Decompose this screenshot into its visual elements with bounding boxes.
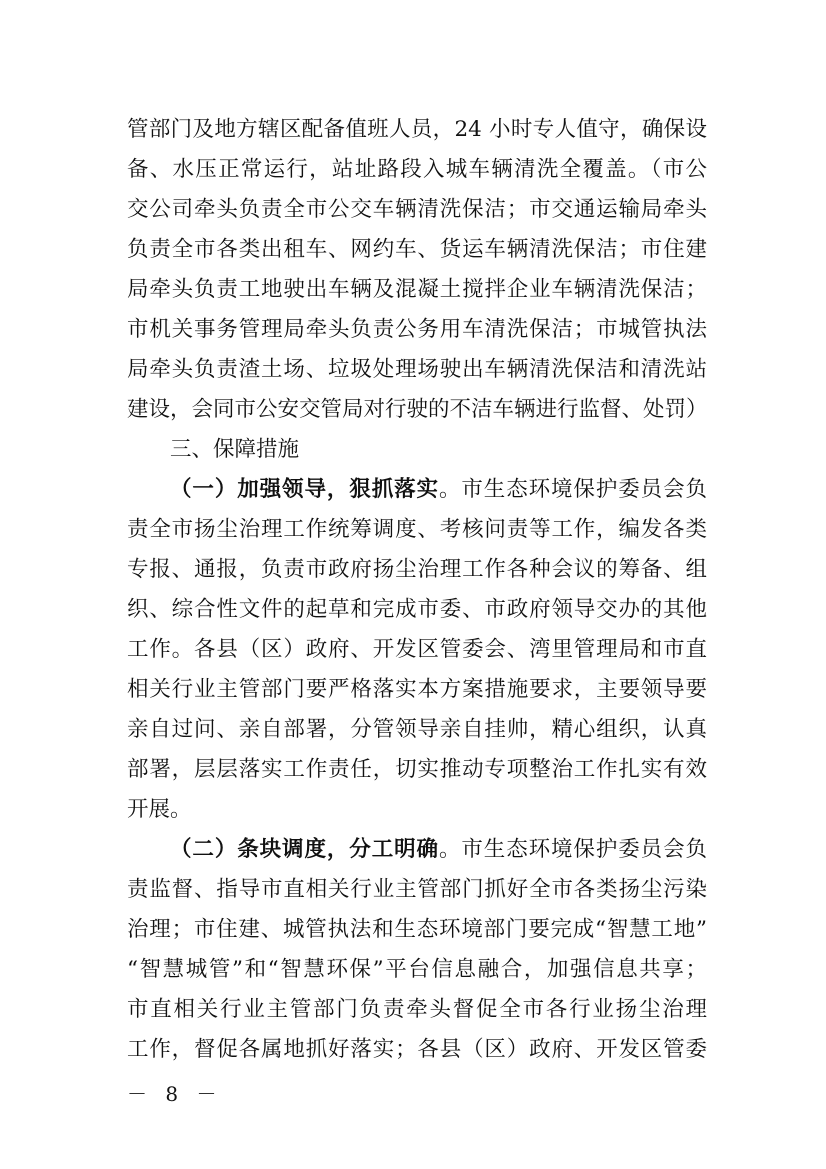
section-heading: 三、保障措施: [170, 437, 300, 462]
text-line: 工作。各县（区）政府、开发区管委会、湾里管理局和市直: [127, 637, 707, 662]
paragraph-coordination: [127, 830, 707, 1070]
text-line: 市直相关行业主管部门负责牵头督促全市各行业扬尘治理: [127, 997, 707, 1022]
text-line: 市机关事务管理局牵头负责公务用车清洗保洁；市城管执法: [127, 317, 707, 342]
text-line: 工作，督促各属地抓好落实；各县（区）政府、开发区管委: [127, 1037, 707, 1062]
paragraph-lead-heading: （二）条块调度，分工明确: [170, 837, 439, 862]
paragraph-first-line-text: 。市生态环境保护委员会负: [438, 837, 707, 862]
paragraph-vehicle-cleaning: [127, 110, 707, 430]
text-line: 局牵头负责工地驶出车辆及混凝土搅拌企业车辆清洗保洁；: [127, 277, 707, 302]
text-line: 相关行业主管部门要严格落实本方案措施要求，主要领导要: [127, 677, 707, 702]
text-line: [127, 470, 707, 510]
text-line: 开展。: [127, 797, 192, 822]
paragraph-lead-heading: （一）加强领导，狠抓落实: [170, 477, 439, 502]
text-line: [127, 830, 707, 870]
text-line: 局牵头负责渣土场、垃圾处理场驶出车辆清洗保洁和清洗站: [127, 357, 707, 382]
text-line: 责全市扬尘治理工作统筹调度、考核问责等工作，编发各类: [127, 517, 707, 542]
paragraph-leadership: [127, 470, 707, 830]
text-line: “智慧城管”和“智慧环保”平台信息融合，加强信息共享；: [127, 957, 707, 982]
text-line: 治理；市住建、城管执法和生态环境部门要完成“智慧工地”: [127, 917, 707, 942]
text-line: 管部门及地方辖区配备值班人员，24 小时专人值守，确保设: [127, 117, 707, 142]
text-line: 负责全市各类出租车、网约车、货运车辆清洗保洁；市住建: [127, 237, 707, 262]
document-body: [127, 110, 707, 1070]
text-line: 亲自过问、亲自部署，分管领导亲自挂帅，精心组织，认真: [127, 717, 707, 742]
text-line: 建设，会同市公安交管局对行驶的不洁车辆进行监督、处罚）: [127, 397, 708, 422]
text-line: 责监督、指导市直相关行业主管部门抓好全市各类扬尘污染: [127, 877, 707, 902]
text-line: 专报、通报，负责市政府扬尘治理工作各种会议的筹备、组: [127, 557, 707, 582]
page-number: － 8 －: [127, 1082, 223, 1106]
text-line: 部署，层层落实工作责任，切实推动专项整治工作扎实有效: [127, 757, 707, 782]
text-line: 交公司牵头负责全市公交车辆清洗保洁；市交通运输局牵头: [127, 197, 707, 222]
text-line: 备、水压正常运行，站址路段入城车辆清洗全覆盖。（市公: [127, 157, 707, 182]
text-line: 织、综合性文件的起草和完成市委、市政府领导交办的其他: [127, 597, 707, 622]
paragraph-first-line-text: 。市生态环境保护委员会负: [438, 477, 707, 502]
